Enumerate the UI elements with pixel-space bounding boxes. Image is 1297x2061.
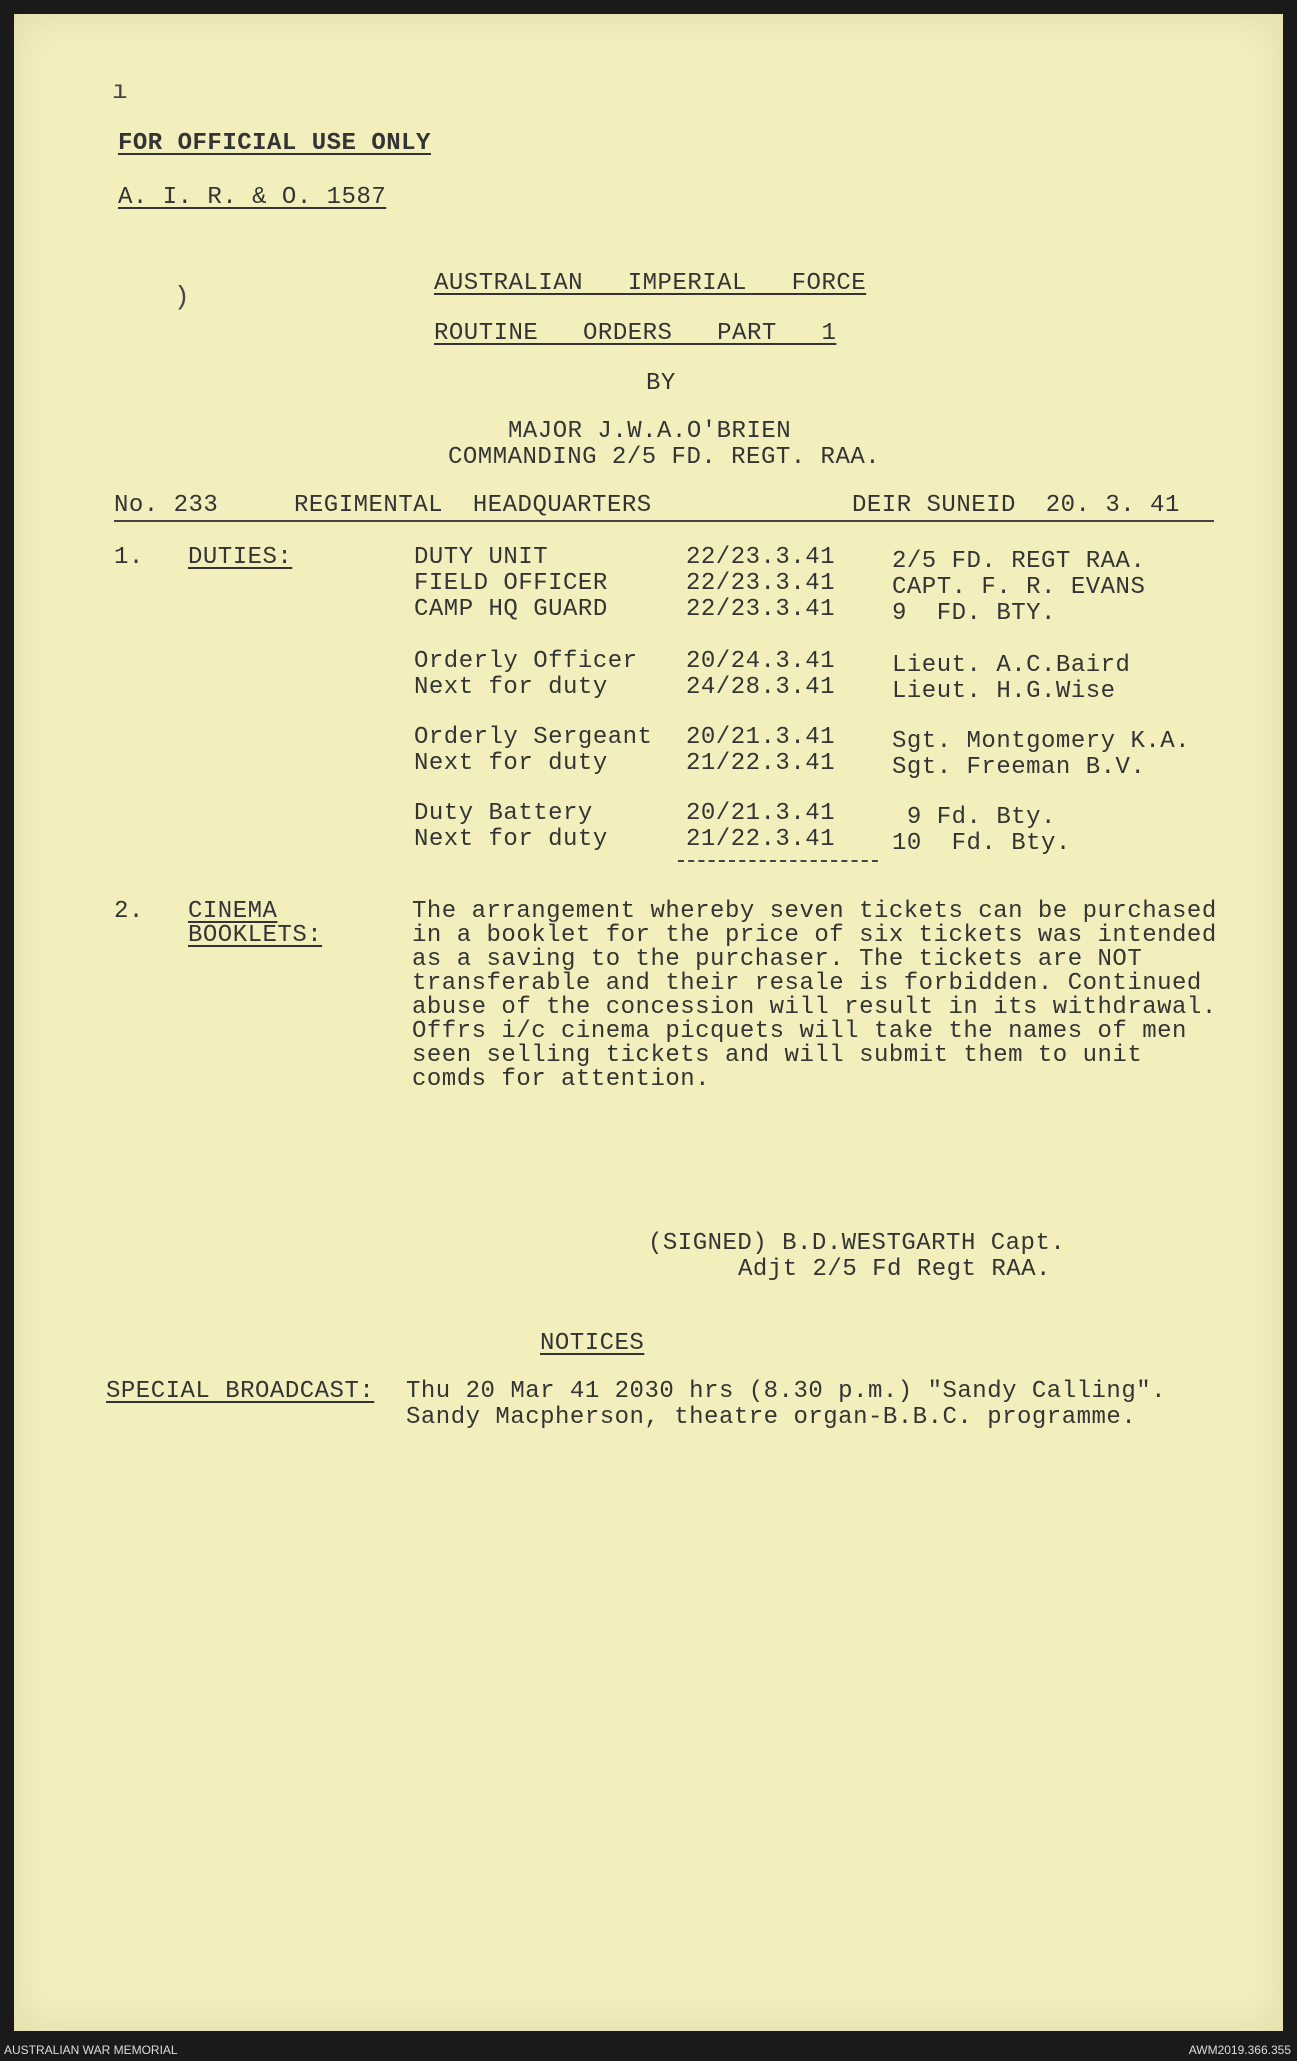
official-use-heading: FOR OFFICIAL USE ONLY [118, 130, 431, 157]
by-label: BY [646, 370, 676, 397]
broadcast-line-2: Sandy Macpherson, theatre organ-B.B.C. programme. [406, 1404, 1137, 1431]
duty-date: 24/28.3.41 [686, 674, 836, 701]
duty-name: Next for duty [414, 750, 608, 777]
section-1-number: 1. [114, 544, 144, 571]
duty-date: 20/24.3.41 [686, 648, 836, 675]
archive-id: AWM2019.366.355 [1188, 2043, 1291, 2057]
duty-date: 22/23.3.41 [686, 596, 836, 623]
duty-date: 22/23.3.41 [686, 570, 836, 597]
paragraph-line: Offrs i/c cinema picquets will take the names of men [412, 1018, 1187, 1045]
special-broadcast-label: SPECIAL BROADCAST: [106, 1378, 375, 1405]
duty-assigned: CAPT. F. R. EVANS [892, 574, 1146, 601]
duty-name: Duty Battery [414, 800, 593, 827]
duty-name: DUTY UNIT [414, 544, 549, 571]
headquarters-label: REGIMENTAL HEADQUARTERS [294, 492, 652, 519]
duty-assigned: 9 FD. BTY. [892, 600, 1056, 627]
duty-assigned: 2/5 FD. REGT RAA. [892, 548, 1146, 575]
duty-date: 20/21.3.41 [686, 800, 836, 827]
reference-number: A. I. R. & O. 1587 [118, 184, 387, 211]
force-title: AUSTRALIAN IMPERIAL FORCE [434, 270, 867, 297]
document-page [14, 14, 1283, 2031]
officer-name: MAJOR J.W.A.O'BRIEN [508, 418, 792, 445]
duty-assigned: 10 Fd. Bty. [892, 830, 1071, 857]
stray-mark: ı [112, 76, 128, 106]
duties-title: DUTIES: [188, 544, 293, 571]
orders-title: ROUTINE ORDERS PART 1 [434, 320, 837, 347]
duty-name: FIELD OFFICER [414, 570, 608, 597]
paragraph-line: as a saving to the purchaser. The tickets are NOT [412, 946, 1143, 973]
stray-mark: ) [174, 282, 190, 312]
paragraph-line: seen selling tickets and will submit them to unit [412, 1042, 1143, 1069]
order-number: No. 233 [114, 492, 219, 519]
duty-assigned: Sgt. Montgomery K.A. [892, 728, 1191, 755]
duty-assigned: Lieut. A.C.Baird [892, 652, 1131, 679]
duty-name: CAMP HQ GUARD [414, 596, 608, 623]
cinema-title-line2: BOOKLETS: [188, 922, 323, 949]
dashed-separator [678, 860, 878, 862]
duty-assigned: 9 Fd. Bty. [892, 804, 1056, 831]
signature-title: Adjt 2/5 Fd Regt RAA. [738, 1256, 1051, 1283]
duty-name: Next for duty [414, 826, 608, 853]
signature-name: (SIGNED) B.D.WESTGARTH Capt. [648, 1230, 1066, 1257]
broadcast-line-1: Thu 20 Mar 41 2030 hrs (8.30 p.m.) "Sandy Calling". [406, 1378, 1167, 1405]
duty-assigned: Lieut. H.G.Wise [892, 678, 1116, 705]
paragraph-line: transferable and their resale is forbidden. Continued [412, 970, 1202, 997]
archive-credit: AUSTRALIAN WAR MEMORIAL [4, 2043, 178, 2057]
duty-assigned: Sgt. Freeman B.V. [892, 754, 1146, 781]
place-date: DEIR SUNEID 20. 3. 41 [852, 492, 1180, 519]
commanding-unit: COMMANDING 2/5 FD. REGT. RAA. [448, 444, 881, 471]
paragraph-line: in a booklet for the price of six tickets was intended [412, 922, 1217, 949]
duty-name: Next for duty [414, 674, 608, 701]
duty-date: 21/22.3.41 [686, 826, 836, 853]
duty-name: Orderly Sergeant [414, 724, 653, 751]
duty-date: 22/23.3.41 [686, 544, 836, 571]
duty-date: 21/22.3.41 [686, 750, 836, 777]
subheader-rule [114, 520, 1214, 522]
duty-date: 20/21.3.41 [686, 724, 836, 751]
duty-name: Orderly Officer [414, 648, 638, 675]
paragraph-line: comds for attention. [412, 1066, 711, 1093]
paragraph-line: The arrangement whereby seven tickets can be purchased [412, 898, 1217, 925]
section-2-number: 2. [114, 898, 144, 925]
cinema-title-line1: CINEMA [188, 898, 278, 925]
paragraph-line: abuse of the concession will result in its withdrawal. [412, 994, 1217, 1021]
notices-title: NOTICES [540, 1330, 645, 1357]
